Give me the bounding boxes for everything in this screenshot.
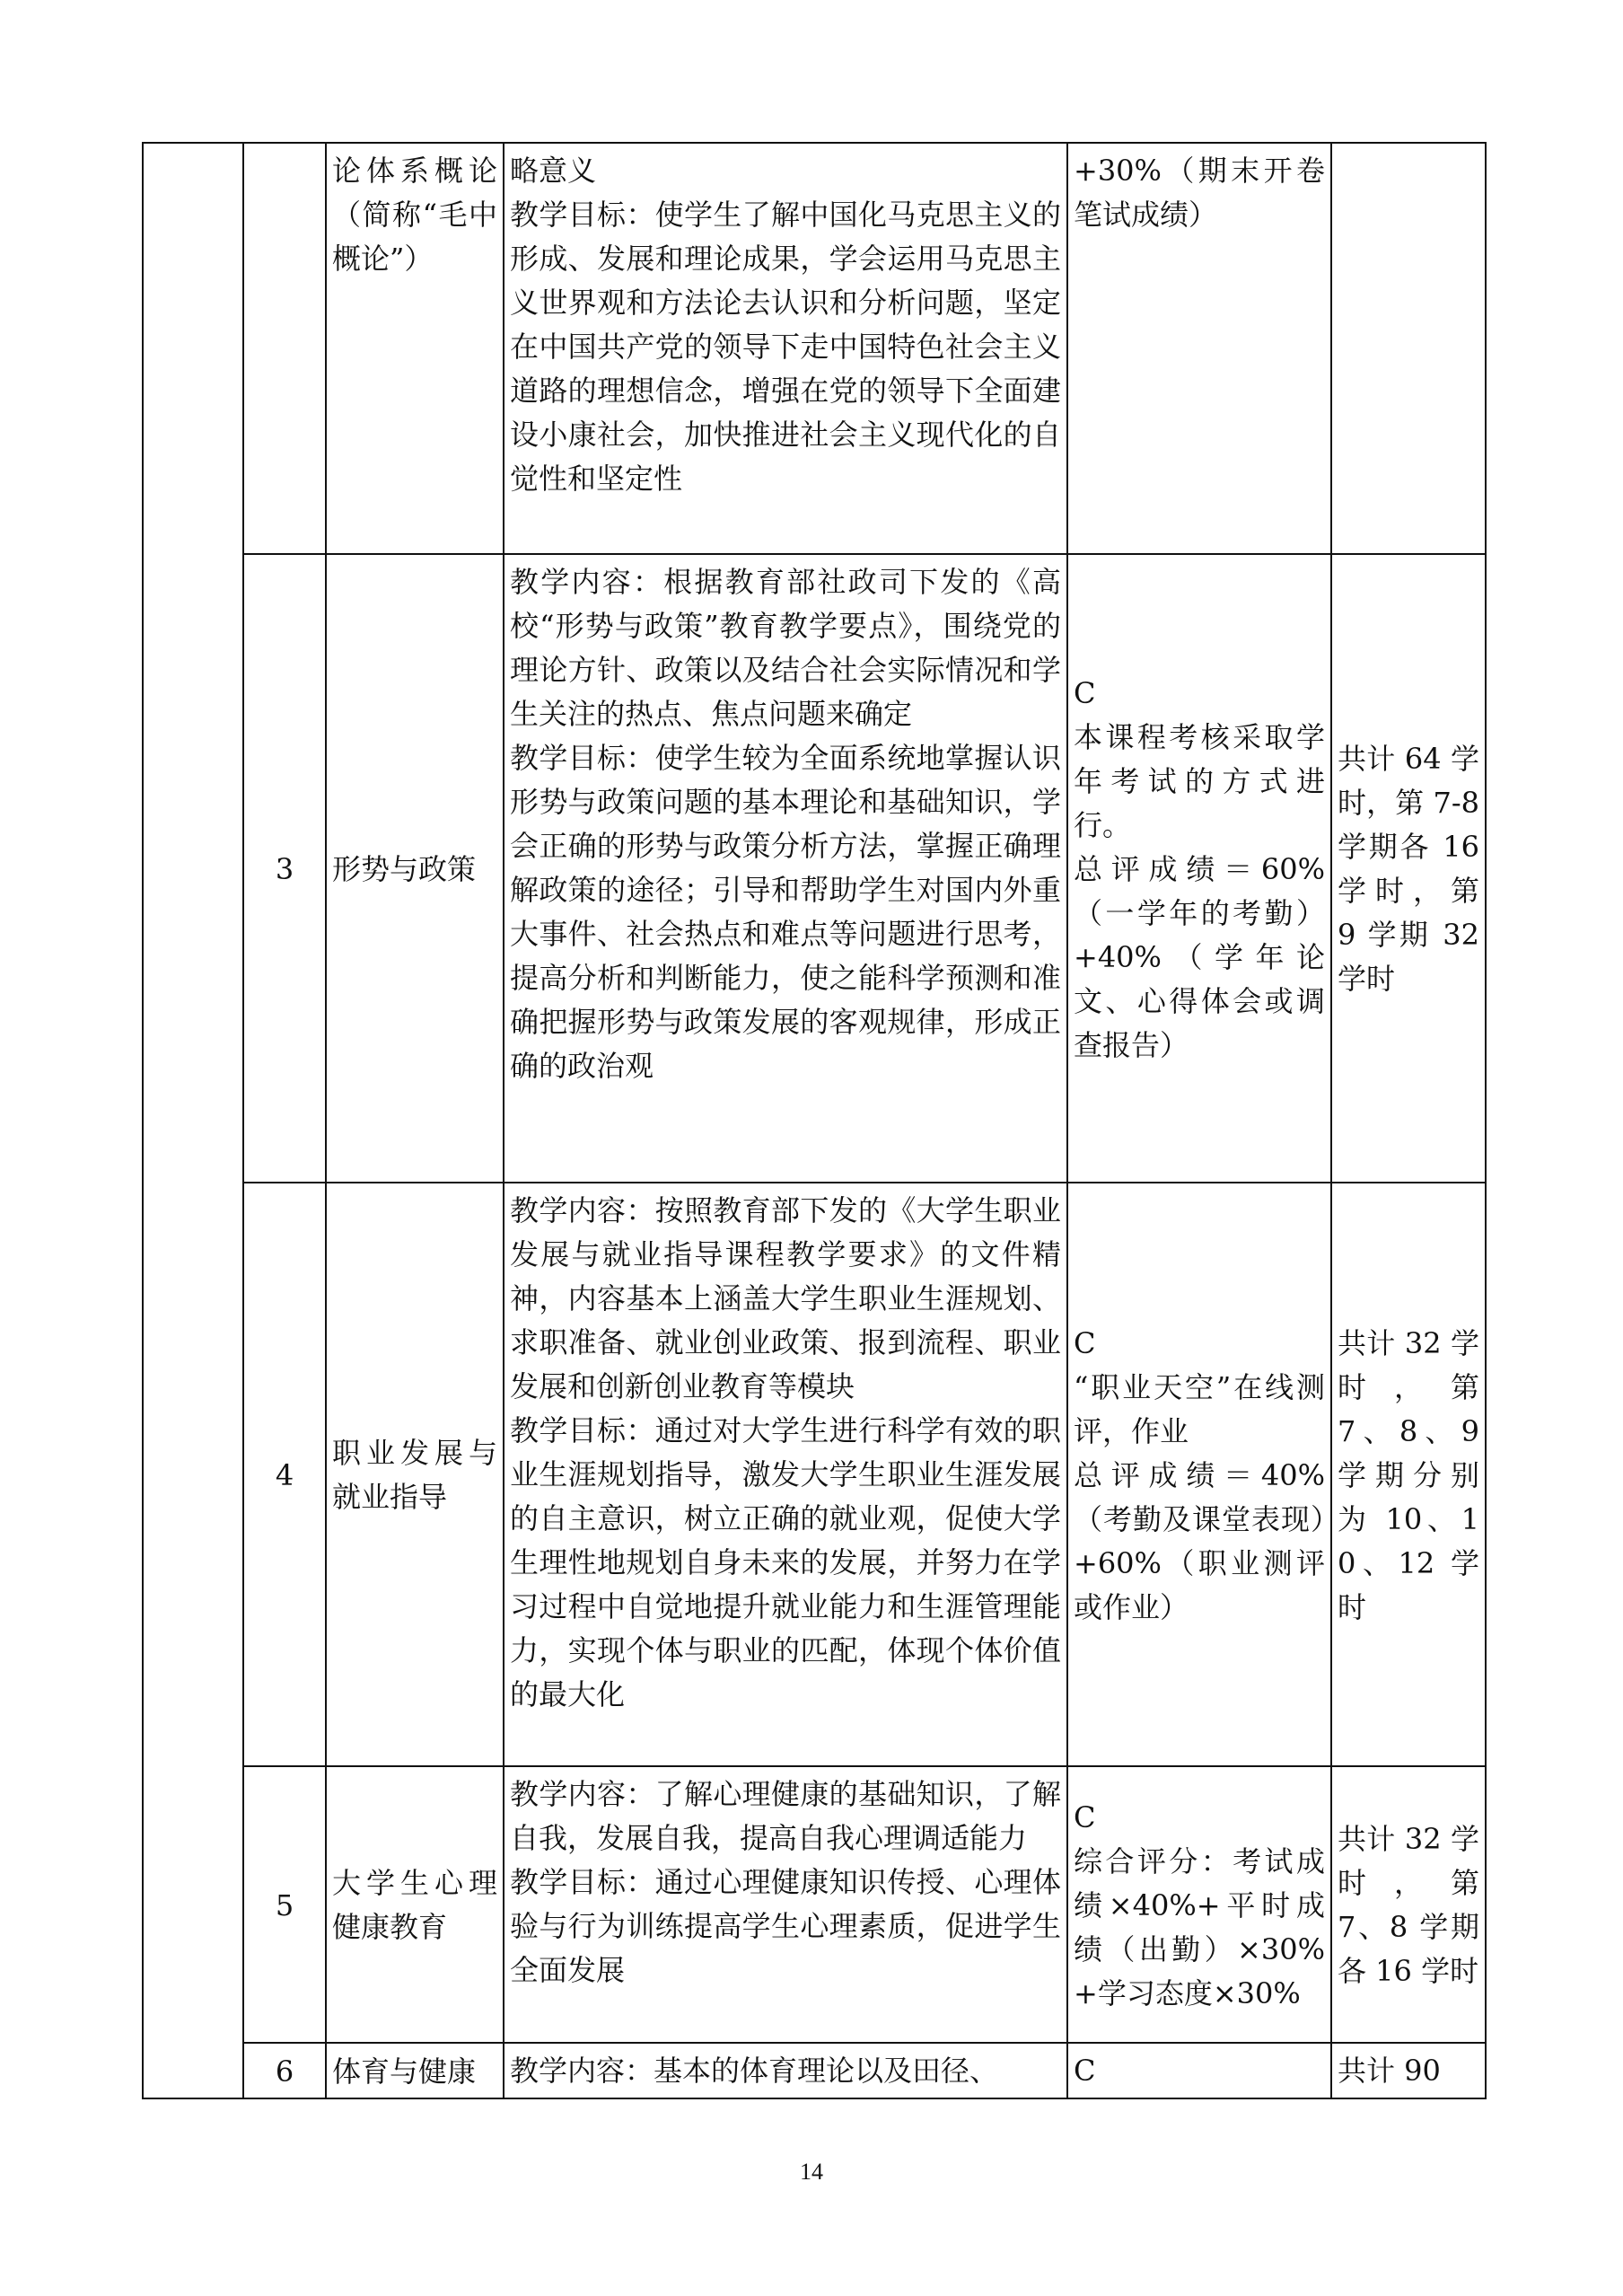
course-content	[504, 1183, 1067, 1766]
assessment-paragraph: C	[1074, 2054, 1096, 2088]
course-number: 4	[243, 1183, 326, 1766]
category-cell	[143, 143, 243, 2098]
course-number	[243, 143, 326, 554]
assessment-paragraph: 总评成绩＝40%（考勤及课堂表现）+60%（职业测评或作业）	[1074, 1457, 1325, 1624]
content-paragraph: 教学内容：了解心理健康的基础知识，了解自我，发展自我，提高自我心理调适能力	[510, 1777, 1061, 1855]
content-paragraph: 教学目标：使学生较为全面系统地掌握认识形势与政策问题的基本理论和基础知识，学会正确的形势与政策分析方法，掌握正确理解政策的途径；引导和帮助学生对国内外重大事件、社会热点和难点等问题进行思考，提高分析和判断能力，使之能科学预测和准确把握形势与政策发展的客观规律，形成正确的政治观	[510, 741, 1061, 1083]
course-hours: 共计 32 学时，第 7、8 学期各 16 学时	[1331, 1766, 1486, 2043]
course-number: 3	[243, 554, 326, 1183]
course-assessment	[1067, 1183, 1331, 1766]
assessment-paragraph: 总评成绩＝60%（一学年的考勤）+40%（学年论文、心得体会或调查报告）	[1074, 851, 1325, 1062]
content-paragraph: 教学目标：通过对大学生进行科学有效的职业生涯规划指导，激发大学生职业生涯发展的自主意识，树立正确的就业观，促使大学生理性地规划自身未来的发展，并努力在学习过程中自觉地提升就业能力和生涯管理能力，实现个体与职业的匹配，体现个体价值的最大化	[510, 1413, 1061, 1711]
course-content	[504, 554, 1067, 1183]
course-assessment	[1067, 554, 1331, 1183]
assessment-paragraph: C	[1074, 675, 1096, 710]
course-assessment	[1067, 1766, 1331, 2043]
content-paragraph: 教学目标：通过心理健康知识传授、心理体验与行为训练提高学生心理素质，促进学生全面发展	[510, 1865, 1061, 1987]
course-hours: 共计 64 学时，第 7-8 学期各 16 学时，第 9 学期 32 学时	[1331, 554, 1486, 1183]
course-hours: 共计 32 学时，第 7、8、9 学期分别为 10、10、12 学时	[1331, 1183, 1486, 1766]
table-row	[143, 1183, 1486, 1766]
course-name: 形势与政策	[326, 554, 504, 1183]
assessment-paragraph: “职业天空”在线测评，作业	[1074, 1369, 1325, 1448]
assessment-paragraph: C	[1074, 1799, 1096, 1834]
content-paragraph: 教学内容：基本的体育理论以及田径、	[510, 2054, 999, 2088]
content-paragraph: 教学内容：根据教育部社政司下发的《高校“形势与政策”教育教学要点》，围绕党的理论方针、政策以及结合社会实际情况和学生关注的热点、焦点问题来确定	[510, 565, 1061, 731]
course-assessment	[1067, 143, 1331, 554]
page-number: 14	[800, 2159, 823, 2185]
assessment-paragraph: C	[1074, 1325, 1096, 1360]
assessment-paragraph: 本课程考核采取学年考试的方式进行。	[1074, 719, 1325, 842]
course-name: 论体系概论（简称“毛中概论”）	[326, 143, 504, 554]
course-content	[504, 2043, 1067, 2098]
course-table	[142, 142, 1487, 2099]
table-row	[143, 1766, 1486, 2043]
course-name: 大学生心理健康教育	[326, 1766, 504, 2043]
course-hours	[1331, 143, 1486, 554]
course-content	[504, 143, 1067, 554]
course-content	[504, 1766, 1067, 2043]
content-paragraph: 教学内容：按照教育部下发的《大学生职业发展与就业指导课程教学要求》的文件精神，内容基本上涵盖大学生职业生涯规划、求职准备、就业创业政策、报到流程、职业发展和创新创业教育等模块	[510, 1193, 1061, 1403]
assessment-paragraph: 综合评分：考试成绩×40%+平时成绩（出勤）×30%+学习态度×30%	[1074, 1843, 1325, 2010]
course-number: 6	[243, 2043, 326, 2098]
course-hours: 共计 90	[1331, 2043, 1486, 2098]
course-assessment	[1067, 2043, 1331, 2098]
content-paragraph: 教学目标：使学生了解中国化马克思主义的形成、发展和理论成果，学会运用马克思主义世界观和方法论去认识和分析问题，坚定在中国共产党的领导下走中国特色社会主义道路的理想信念，增强在党的领导下全面建设小康社会，加快推进社会主义现代化的自觉性和坚定性	[510, 198, 1061, 496]
assessment-paragraph: +30%（期末开卷笔试成绩）	[1074, 154, 1325, 232]
table-row	[143, 554, 1486, 1183]
course-name: 体育与健康	[326, 2043, 504, 2098]
table-row	[143, 143, 1486, 554]
course-name: 职业发展与就业指导	[326, 1183, 504, 1766]
table-row	[143, 2043, 1486, 2098]
content-paragraph: 略意义	[510, 154, 597, 188]
course-number: 5	[243, 1766, 326, 2043]
